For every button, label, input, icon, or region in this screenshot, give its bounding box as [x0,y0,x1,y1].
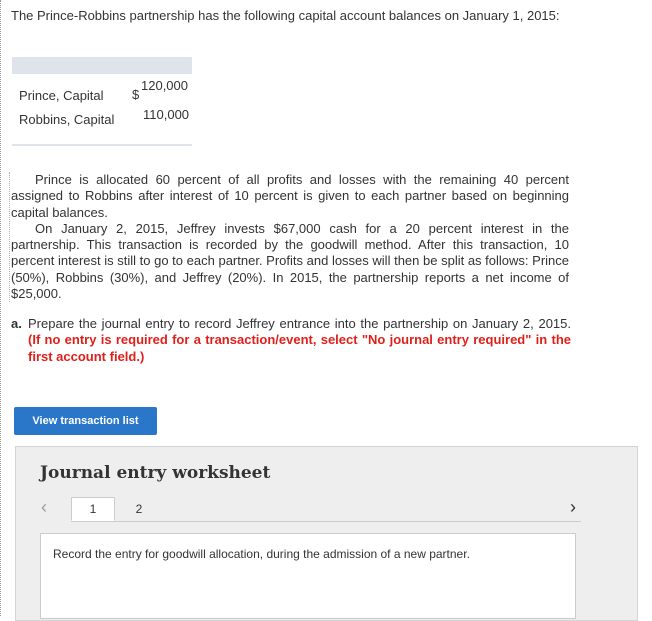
description-border [9,172,10,302]
tab-2[interactable]: 2 [135,502,143,516]
prince-capital-label: Prince, Capital [19,88,104,103]
journal-entry-worksheet [15,446,638,621]
robbins-capital-value: 110,000 [143,107,190,122]
intro-text: The Prince-Robbins partnership has the following capital account balances on January 1, 2015: [11,8,560,23]
question-text: Prepare the journal entry to record Jeffrey entrance into the partnership on January 2, 2015. [28,316,571,331]
currency-symbol: $ [132,87,140,102]
left-border [0,0,1,616]
robbins-capital-label: Robbins, Capital [19,112,115,127]
description-paragraph-2: On January 2, 2015, Jeffrey invests $67,000 cash for a 20 percent interest in the partnership. This transaction is recorded by the goodwill method. After this transaction, 10 percent interest is still to go to each partner. Profits and losses will then be split as follows: Prince (50%), Robbins (30%), and Jeffrey (20%). In 2015, the partnership reports a net income of $25,000. [11,220,569,302]
worksheet-instruction: Record the entry for goodwill allocation, during the admission of a new partner. [53,547,470,561]
table-divider [12,144,192,146]
table-row [12,106,192,138]
prince-capital-value: 120,000 [141,78,188,93]
worksheet-title: Journal entry worksheet [40,463,271,483]
table-header [12,57,192,74]
table-row [12,74,192,106]
question-letter: a. [11,316,22,331]
problem-description [11,172,569,302]
question-note: (If no entry is required for a transaction/event, select "No journal entry required" in the first account field.) [28,332,571,364]
view-transaction-list-button[interactable]: View transaction list [14,407,157,435]
worksheet-tabs [71,497,581,522]
chevron-left-icon[interactable]: ‹ [41,497,47,517]
question-body [11,316,571,365]
question-a [11,316,571,365]
worksheet-panel [40,533,576,619]
chevron-right-icon[interactable]: › [570,497,576,517]
description-paragraph-1: Prince is allocated 60 percent of all profits and losses with the remaining 40 percent assigned to Robbins after interest of 10 percent is given to each partner based on beginning capital balances. [11,172,569,220]
capital-balances-table [12,57,192,146]
tab-1[interactable]: 1 [71,497,115,521]
